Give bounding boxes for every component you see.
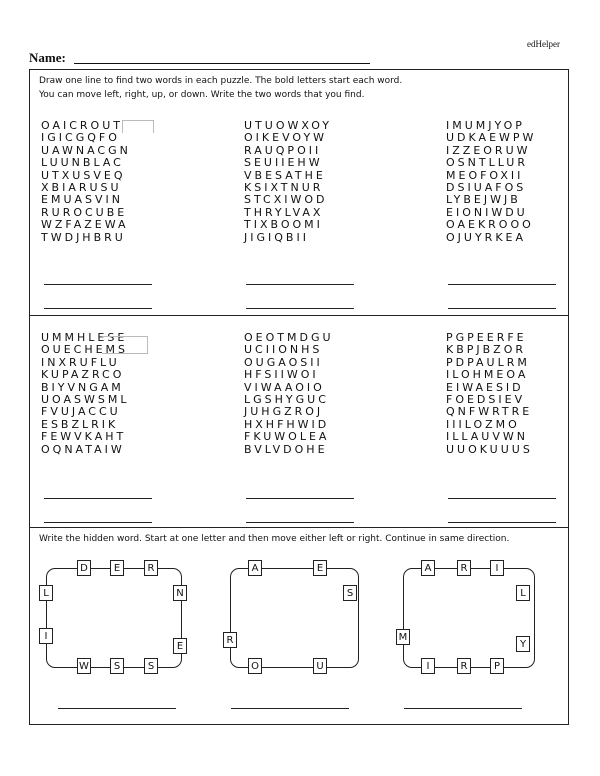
- loop-letter-tile: S: [144, 658, 158, 674]
- answer-line[interactable]: [44, 498, 152, 499]
- puzzle-row: DSIUAFOS: [446, 181, 527, 195]
- puzzle-row: FKUWOLEA: [244, 430, 330, 444]
- puzzle-row: OQNATAIW: [41, 442, 125, 456]
- puzzle-row: JIGIQBII: [244, 230, 309, 244]
- puzzle-row: THRYLVAX: [244, 205, 324, 219]
- loop-letter-tile: N: [173, 585, 187, 601]
- puzzle-row: UAWNACGN: [41, 143, 131, 157]
- puzzle-row: HXHFHWID: [244, 417, 330, 431]
- loop-letter-tile: U: [313, 658, 327, 674]
- puzzle-5: [244, 332, 334, 456]
- puzzle-row: OAICROUT: [41, 119, 123, 132]
- puzzle-row: STCXIWOD: [244, 193, 328, 207]
- hidden-word-instructions: Write the hidden word. Start at one letter and then move either left or right. Continue in same direction.: [39, 534, 510, 544]
- puzzle-row: IZZEORUW: [446, 143, 531, 157]
- loop-letter-tile: I: [39, 628, 53, 644]
- answer-line[interactable]: [448, 284, 556, 285]
- letter-loop-1: [46, 568, 182, 668]
- puzzle-row: KBPJBZOR: [446, 343, 527, 357]
- puzzle-row: UCIIONHS: [244, 343, 323, 357]
- faint-trace: [122, 120, 154, 133]
- puzzle-row: SEUIIEHW: [244, 156, 323, 170]
- answer-line[interactable]: [448, 308, 556, 309]
- puzzle-row: PDPAULRM: [446, 355, 530, 369]
- puzzle-row: IGICGQFO: [41, 131, 120, 145]
- loop-letter-tile: A: [248, 560, 262, 576]
- loop-letter-tile: S: [343, 585, 357, 601]
- loop-letter-tile: I: [421, 658, 435, 674]
- answer-line[interactable]: [231, 708, 349, 709]
- loop-letter-tile: L: [516, 585, 530, 601]
- puzzle-6: [446, 332, 533, 456]
- puzzle-row: MEOFOXII: [446, 168, 524, 182]
- puzzle-row: HFSIIWOI: [244, 368, 319, 382]
- puzzle-row: EMUASVIN: [41, 193, 123, 207]
- puzzle-row: RAUQPOII: [244, 143, 322, 157]
- puzzle-row: UTXUSVEQ: [41, 168, 126, 182]
- puzzle-row: TWDJHBRU: [41, 230, 126, 244]
- puzzle-row: LGSHYGUC: [244, 393, 329, 407]
- puzzle-row: FVUJACCU: [41, 405, 121, 419]
- puzzle-row: ILOHMEOA: [446, 368, 529, 382]
- puzzle-row: ESBZLRIK: [41, 417, 119, 431]
- answer-line[interactable]: [246, 284, 354, 285]
- worksheet: [29, 69, 569, 725]
- loop-letter-tile: R: [457, 560, 471, 576]
- answer-line[interactable]: [44, 284, 152, 285]
- loop-letter-tile: R: [223, 632, 237, 648]
- puzzle-row: QNFWRTRE: [446, 405, 533, 419]
- puzzle-row: LYBEJWJB: [446, 193, 521, 207]
- puzzle-row: UMMHLESE: [41, 331, 128, 344]
- faint-trace: [102, 336, 148, 354]
- instructions-line-2: You can move left, right, up, or down. Write the two words that you find.: [39, 90, 365, 100]
- puzzle-row: OIKEVOYW: [244, 131, 328, 145]
- puzzle-row: OAEKROOO: [446, 218, 534, 232]
- loop-letter-tile: E: [173, 638, 187, 654]
- puzzle-row: BVLVDOHE: [244, 442, 328, 456]
- answer-line[interactable]: [404, 708, 522, 709]
- puzzle-row: BIYVNGAM: [41, 380, 124, 394]
- loop-letter-tile: I: [490, 560, 504, 576]
- loop-letter-tile: R: [144, 560, 158, 576]
- puzzle-row: UDKAEWPW: [446, 131, 537, 145]
- answer-line[interactable]: [246, 498, 354, 499]
- word-search-section-1: [30, 70, 568, 316]
- puzzle-row: OJUYRKEA: [446, 230, 527, 244]
- puzzle-3: [446, 120, 536, 244]
- puzzle-row: EIONIWDU: [446, 205, 528, 219]
- loop-letter-tile: M: [396, 629, 410, 645]
- puzzle-row: RUROCUBE: [41, 205, 128, 219]
- letter-loop-3: [403, 568, 535, 668]
- answer-line[interactable]: [44, 522, 152, 523]
- puzzle-row: VIWAAOIO: [244, 380, 325, 394]
- puzzle-row: IMUMJYOP: [446, 119, 525, 132]
- puzzle-row: JUHGZROJ: [244, 405, 324, 419]
- letter-loop-2: [230, 568, 359, 668]
- hidden-word-section: [30, 528, 568, 726]
- puzzle-row: OUGAOSII: [244, 355, 323, 369]
- puzzle-row: WZFAZEWA: [41, 218, 129, 232]
- answer-line[interactable]: [448, 498, 556, 499]
- puzzle-row: OSNTLLUR: [446, 156, 528, 170]
- puzzle-2: [244, 120, 332, 244]
- puzzle-1: [41, 120, 131, 244]
- puzzle-row: OEOTMDGU: [244, 331, 334, 344]
- puzzle-row: FOEDSIEV: [446, 393, 526, 407]
- loop-letter-tile: W: [77, 658, 91, 674]
- loop-letter-tile: E: [110, 560, 124, 576]
- answer-line[interactable]: [246, 522, 354, 523]
- loop-letter-tile: S: [110, 658, 124, 674]
- answer-line[interactable]: [448, 522, 556, 523]
- loop-letter-tile: R: [457, 658, 471, 674]
- puzzle-row: ILLAUVWN: [446, 430, 528, 444]
- puzzle-row: LUUNBLAC: [41, 156, 124, 170]
- answer-line[interactable]: [58, 708, 176, 709]
- puzzle-row: VBESATHE: [244, 168, 326, 182]
- puzzle-row: INXRUFLU: [41, 355, 120, 369]
- puzzle-row: FEWVKAHT: [41, 430, 127, 444]
- loop-letter-tile: L: [39, 585, 53, 601]
- puzzle-row: OUECHEMS: [41, 343, 129, 357]
- loop-letter-tile: Y: [516, 636, 530, 652]
- puzzle-row: UUOKUUUS: [446, 442, 533, 456]
- instructions-line-1: Draw one line to find two words in each puzzle. The bold letters start each word.: [39, 76, 403, 86]
- name-label: Name:: [29, 50, 66, 65]
- puzzle-row: XBIARUSU: [41, 181, 122, 195]
- puzzle-row: UOASWSML: [41, 393, 130, 407]
- brand-label: edHelper: [527, 39, 560, 49]
- word-search-section-2: [30, 316, 568, 528]
- name-write-line[interactable]: [74, 63, 370, 64]
- answer-line[interactable]: [246, 308, 354, 309]
- loop-letter-tile: P: [490, 658, 504, 674]
- puzzle-row: IIILOZMO: [446, 417, 520, 431]
- puzzle-row: TIXBOOMI: [244, 218, 323, 232]
- loop-letter-tile: D: [77, 560, 91, 576]
- loop-letter-tile: E: [313, 560, 327, 576]
- answer-line[interactable]: [44, 308, 152, 309]
- puzzle-row: UTUOWXOY: [244, 119, 332, 132]
- loop-letter-tile: O: [248, 658, 262, 674]
- loop-letter-tile: A: [421, 560, 435, 576]
- puzzle-row: PGPEERFE: [446, 331, 527, 344]
- puzzle-row: EIWAESID: [446, 380, 524, 394]
- puzzle-row: KSIXTNUR: [244, 181, 324, 195]
- puzzle-row: KUPAZRCO: [41, 368, 125, 382]
